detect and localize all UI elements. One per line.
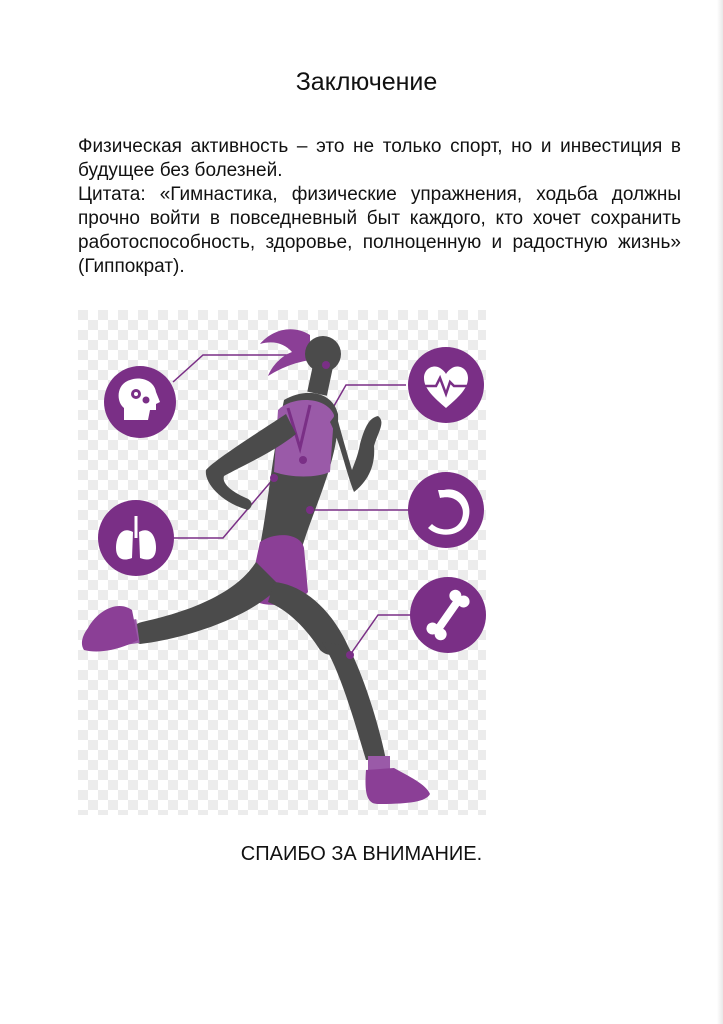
stomach-icon [408, 472, 484, 548]
body-text [78, 135, 681, 279]
heart-pulse-icon [408, 347, 484, 423]
bone-icon [410, 577, 486, 653]
paragraph-activity: Физическая активность – это не только спорт, но и инвестиция в будущее без болезней. [78, 136, 681, 181]
brain-gears-icon [104, 366, 176, 438]
page-edge [717, 0, 723, 1024]
runner-infographic [78, 310, 486, 815]
paragraph-quote: Цитата: «Гимнастика, физические упражнения, ходьба должны прочно войти в повседневный быт каждого, кто хочет сохранить работоспособность, здоровье, полноценную и радостную жизнь» (Гиппократ). [78, 184, 681, 277]
runner-svg [78, 310, 486, 815]
page-title: Заключение [295, 68, 438, 96]
lungs-icon [98, 500, 174, 576]
closing-text: СПАИБО ЗА ВНИМАНИЕ. [240, 843, 483, 865]
